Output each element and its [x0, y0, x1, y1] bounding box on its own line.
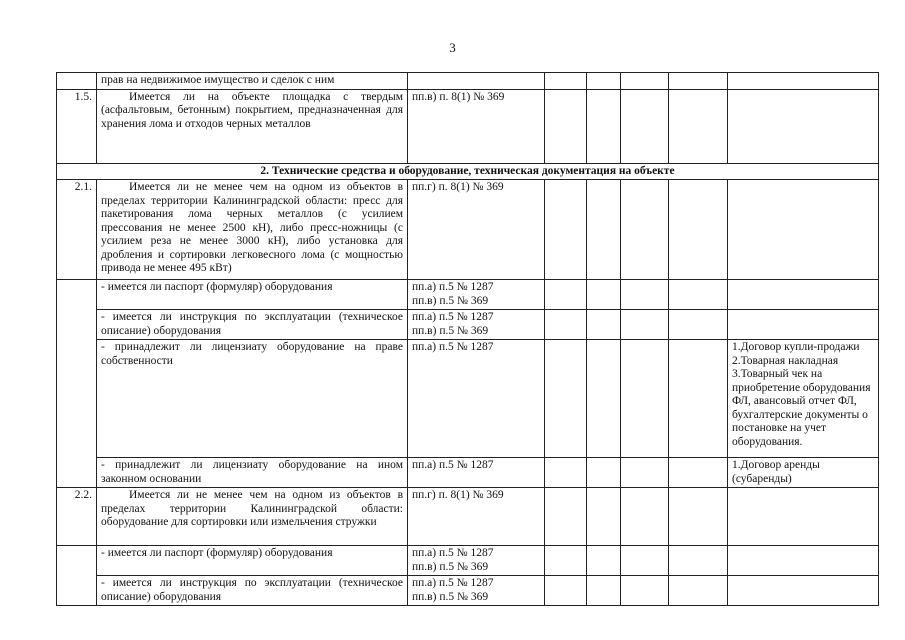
notes-cell — [669, 340, 728, 458]
notes-cell — [669, 310, 728, 340]
answer-yes-cell — [545, 310, 587, 340]
notes-cell — [669, 89, 728, 163]
answer-yes-cell — [545, 73, 587, 90]
legal-reference: пп.г) п. 8(1) № 369 — [408, 180, 545, 280]
answer-no-cell — [587, 458, 621, 488]
answer-yes-cell — [545, 576, 587, 606]
answer-na-cell — [621, 89, 669, 163]
answer-yes-cell — [545, 458, 587, 488]
item-number — [57, 280, 97, 488]
item-question: - имеется ли паспорт (формуляр) оборудования — [97, 280, 408, 310]
answer-yes-cell — [545, 180, 587, 280]
table-row — [57, 546, 879, 576]
legal-reference: пп.а) п.5 № 1287 — [408, 458, 545, 488]
answer-yes-cell — [545, 89, 587, 163]
required-documents — [728, 310, 879, 340]
answer-no-cell — [587, 340, 621, 458]
notes-cell — [669, 280, 728, 310]
required-documents — [728, 180, 879, 280]
notes-cell — [669, 576, 728, 606]
answer-no-cell — [587, 310, 621, 340]
inspection-checklist-table — [56, 72, 879, 606]
table-row — [57, 576, 879, 606]
answer-no-cell — [587, 89, 621, 163]
legal-reference: пп.в) п. 8(1) № 369 — [408, 89, 545, 163]
table-row — [57, 89, 879, 163]
table-row — [57, 340, 879, 458]
answer-yes-cell — [545, 546, 587, 576]
item-question: Имеется ли на объекте площадка с твердым (асфальтовым, бетонным) покрытием, предназначенная для хранения лома и отходов черных металлов — [97, 89, 408, 163]
section-title: 2. Технические средства и оборудование, техническая документация на объекте — [57, 163, 879, 180]
answer-na-cell — [621, 340, 669, 458]
required-documents — [728, 280, 879, 310]
required-documents — [728, 546, 879, 576]
legal-reference: пп.а) п.5 № 1287 пп.в) п.5 № 369 — [408, 576, 545, 606]
answer-na-cell — [621, 458, 669, 488]
answer-na-cell — [621, 73, 669, 90]
table-row — [57, 310, 879, 340]
answer-yes-cell — [545, 340, 587, 458]
item-question: прав на недвижимое имущество и сделок с ним — [97, 73, 408, 90]
answer-no-cell — [587, 546, 621, 576]
notes-cell — [669, 180, 728, 280]
section-header-row — [57, 163, 879, 180]
notes-cell — [669, 458, 728, 488]
legal-reference: пп.г) п. 8(1) № 369 — [408, 488, 545, 546]
answer-na-cell — [621, 180, 669, 280]
required-documents — [728, 576, 879, 606]
item-question: - имеется ли инструкция по эксплуатации (техническое описание) оборудования — [97, 576, 408, 606]
table-row — [57, 73, 879, 90]
table-row — [57, 180, 879, 280]
required-documents — [728, 89, 879, 163]
notes-cell — [669, 73, 728, 90]
item-question: - имеется ли паспорт (формуляр) оборудования — [97, 546, 408, 576]
answer-yes-cell — [545, 280, 587, 310]
answer-na-cell — [621, 576, 669, 606]
answer-no-cell — [587, 576, 621, 606]
item-number: 1.5. — [57, 89, 97, 163]
answer-na-cell — [621, 280, 669, 310]
item-number — [57, 73, 97, 90]
answer-yes-cell — [545, 488, 587, 546]
required-documents: 1.Договор купли-продажи 2.Товарная накладная 3.Товарный чек на приобретение оборудования ФЛ, авансовый отчет ФЛ, бухгалтерские документы о постановке на учет оборудования. — [728, 340, 879, 458]
page-number: 3 — [449, 40, 456, 55]
legal-reference — [408, 73, 545, 90]
required-documents — [728, 73, 879, 90]
answer-no-cell — [587, 180, 621, 280]
legal-reference: пп.а) п.5 № 1287 пп.в) п.5 № 369 — [408, 280, 545, 310]
item-number: 2.2. — [57, 488, 97, 546]
required-documents — [728, 488, 879, 546]
answer-na-cell — [621, 546, 669, 576]
table-row — [57, 488, 879, 546]
item-question: Имеется ли не менее чем на одном из объектов в пределах территории Калининградской области: пресс для пакетирования лома черных металлов (с усилием прессования не менее 2500 кН), либо пресс-ножницы (с усилием реза не менее 3000 кН), либо установка для дробления и сортировки легковесного лома (с мощностью привода не менее 495 кВт) — [97, 180, 408, 280]
item-question: - имеется ли инструкция по эксплуатации (техническое описание) оборудования — [97, 310, 408, 340]
legal-reference: пп.а) п.5 № 1287 пп.в) п.5 № 369 — [408, 310, 545, 340]
item-question: Имеется ли не менее чем на одном из объектов в пределах территории Калининградской области: оборудование для сортировки или измельчения стружки — [97, 488, 408, 546]
notes-cell — [669, 546, 728, 576]
legal-reference: пп.а) п.5 № 1287 пп.в) п.5 № 369 — [408, 546, 545, 576]
answer-na-cell — [621, 488, 669, 546]
table-row — [57, 280, 879, 310]
item-question: - принадлежит ли лицензиату оборудование на праве собственности — [97, 340, 408, 458]
required-documents: 1.Договор аренды (субаренды) — [728, 458, 879, 488]
answer-no-cell — [587, 280, 621, 310]
answer-no-cell — [587, 73, 621, 90]
answer-no-cell — [587, 488, 621, 546]
item-question: - принадлежит ли лицензиату оборудование на ином законном основании — [97, 458, 408, 488]
table-row — [57, 458, 879, 488]
legal-reference: пп.а) п.5 № 1287 — [408, 340, 545, 458]
answer-na-cell — [621, 310, 669, 340]
item-number: 2.1. — [57, 180, 97, 280]
item-number — [57, 546, 97, 606]
notes-cell — [669, 488, 728, 546]
